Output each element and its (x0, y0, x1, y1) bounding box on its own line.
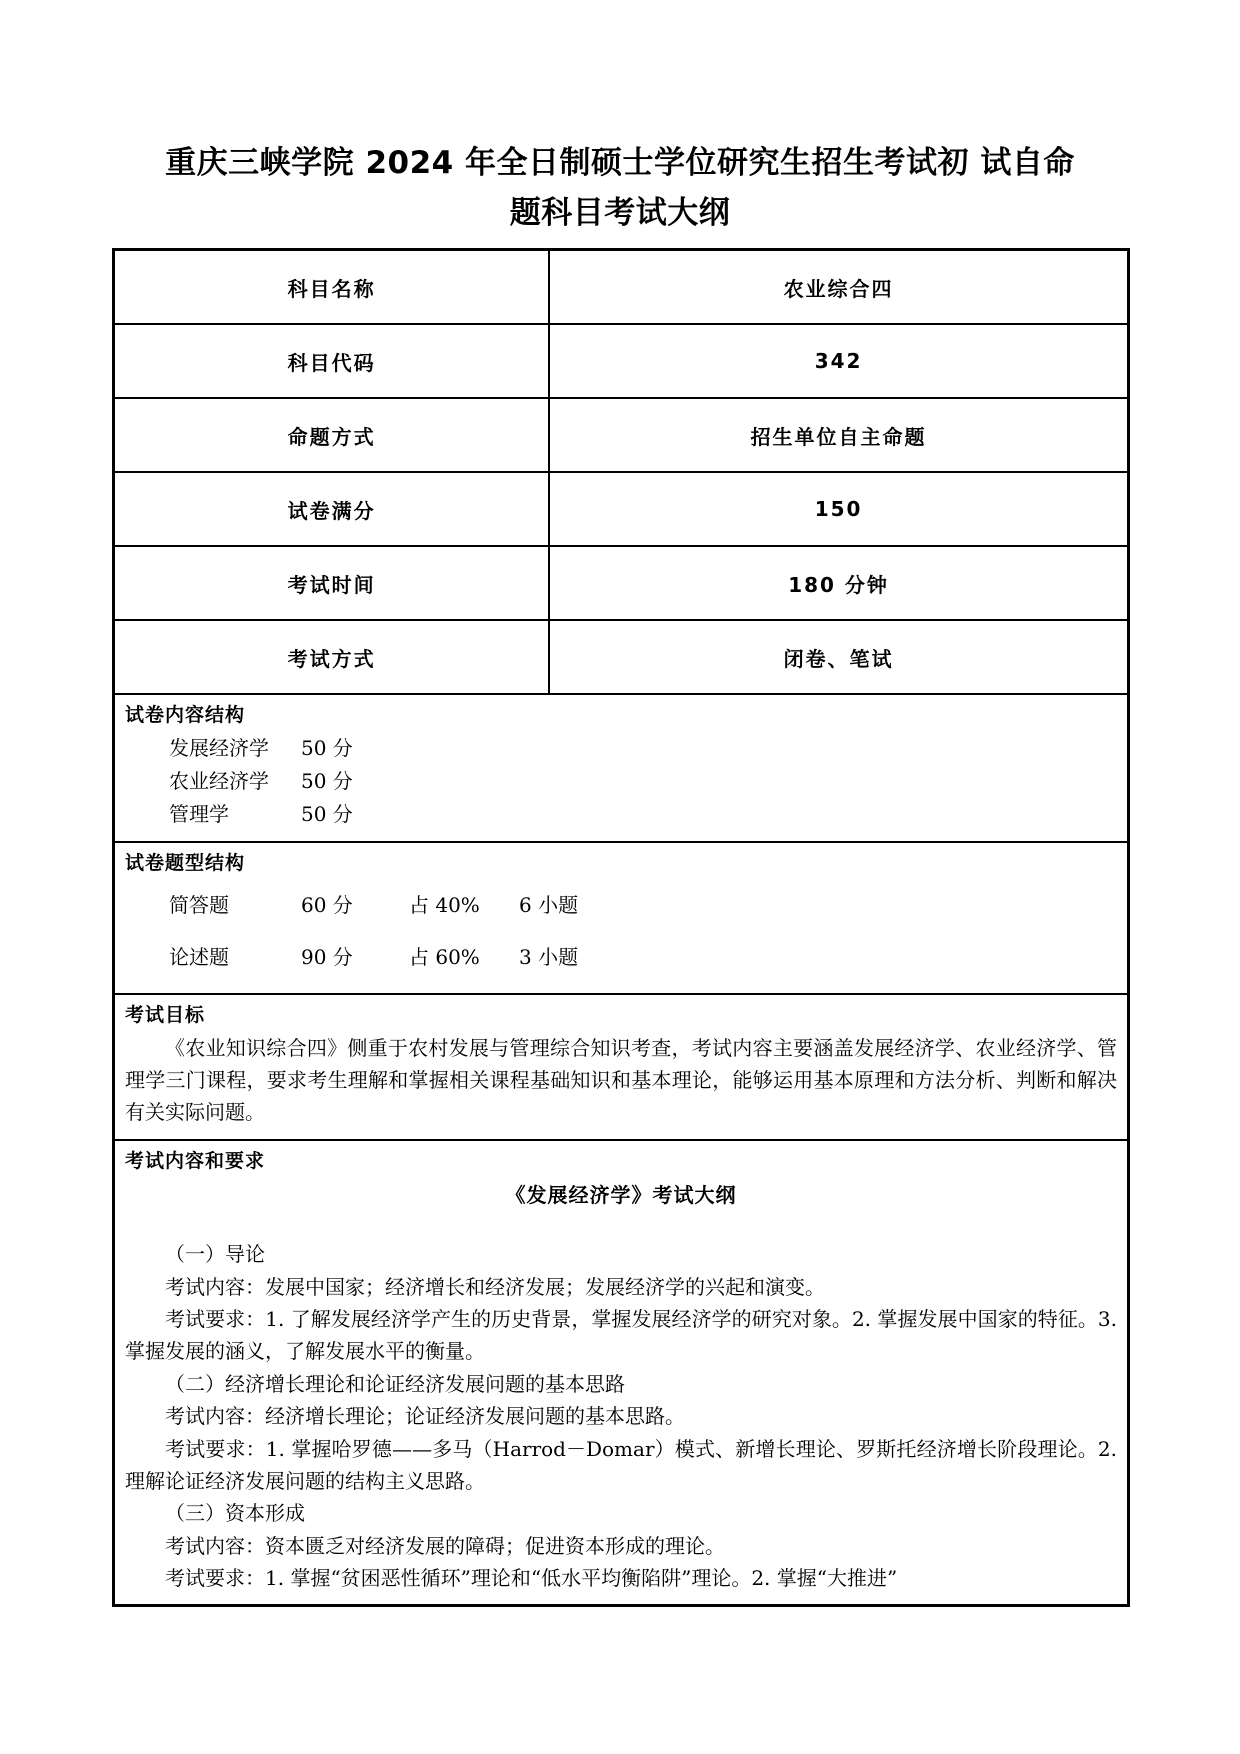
content-structure-section (115, 695, 1127, 843)
content-structure-list (125, 732, 1117, 831)
table-row (115, 621, 1127, 695)
outline-section-heading: （二）经济增长理论和论证经济发展问题的基本思路 (165, 1371, 625, 1396)
row-label: 命题方式 (115, 399, 550, 471)
question-structure-section (115, 843, 1127, 996)
outline-section-heading: （一）导论 (165, 1242, 265, 1267)
outline-text: 考试要求：1. 掌握哈罗德——多马（Harrod－Domar）模式、新增长理论、罗斯托经济增长阶段理论。2. 理解论证经济发展问题的结构主义思路。 (125, 1436, 1117, 1493)
row-value: 农业综合四 (783, 276, 894, 301)
table-row (115, 473, 1127, 547)
subject-score: 50 分 (301, 768, 353, 793)
outline-text: 考试内容：发展中国家；经济增长和经济发展；发展经济学的兴起和演变。 (165, 1274, 825, 1299)
section-heading: 考试内容和要求 (125, 1149, 266, 1172)
question-percent: 占 40% (409, 893, 480, 917)
list-item (125, 732, 1117, 765)
question-percent: 占 60% (409, 945, 480, 969)
table-row (115, 325, 1127, 399)
section-heading: 试卷内容结构 (125, 704, 246, 726)
spacer (125, 1208, 1117, 1238)
list-item (125, 879, 1117, 931)
outline-text: 考试要求：1. 掌握“贫困恶性循环”理论和“低水平均衡陷阱”理论。2. 掌握“大推进” (165, 1566, 898, 1591)
outline-text: 考试要求：1. 了解发展经济学产生的历史背景，掌握发展经济学的研究对象。2. 掌握发展中国家的特征。3. 掌握发展的涵义，了解发展水平的衡量。 (125, 1306, 1117, 1364)
outline-text: 考试内容：资本匮乏对经济发展的障碍；促进资本形成的理论。 (165, 1533, 725, 1558)
row-value: 闭卷、笔试 (783, 646, 894, 671)
table-row (115, 547, 1127, 621)
row-label: 考试方式 (115, 621, 550, 693)
subject-name: 管理学 (169, 801, 229, 826)
exam-content-section (115, 1141, 1127, 1605)
subject-score: 50 分 (301, 735, 353, 760)
row-label: 试卷满分 (115, 473, 550, 545)
subject-name: 农业经济学 (169, 768, 269, 793)
outline-text: 考试内容：经济增长理论；论证经济发展问题的基本思路。 (165, 1404, 685, 1429)
subject-syllabus-title: 《发展经济学》考试大纲 (505, 1183, 737, 1208)
row-value: 342 (814, 349, 863, 373)
exam-goal-section (115, 995, 1127, 1141)
row-value: 150 (814, 497, 863, 521)
row-label: 科目名称 (115, 251, 550, 323)
page-title-line1: 重庆三峡学院 2024 年全日制硕士学位研究生招生考试初 (165, 145, 970, 181)
row-label: 考试时间 (115, 547, 550, 619)
table-row (115, 399, 1127, 473)
question-type: 论述题 (169, 945, 229, 969)
page-title (0, 0, 1240, 238)
question-score: 90 分 (301, 945, 353, 969)
section-heading: 考试目标 (125, 1004, 206, 1026)
question-score: 60 分 (301, 893, 353, 917)
section-heading: 试卷题型结构 (125, 851, 246, 874)
subject-score: 50 分 (301, 801, 353, 826)
page-title-line2: 试自命题科目考试大纲 (509, 145, 1075, 232)
exam-outline (125, 1238, 1117, 1594)
list-item (125, 798, 1117, 831)
question-count: 6 小题 (519, 893, 579, 917)
question-count: 3 小题 (519, 945, 579, 969)
table-row (115, 251, 1127, 325)
outline-section-heading: （三）资本形成 (165, 1501, 305, 1526)
question-structure-list (125, 879, 1117, 983)
row-value: 180 分钟 (788, 572, 889, 597)
list-item (125, 765, 1117, 798)
row-label: 科目代码 (115, 325, 550, 397)
row-value: 招生单位自主命题 (750, 424, 927, 449)
question-type: 简答题 (169, 893, 229, 917)
syllabus-table (112, 248, 1130, 1607)
subject-name: 发展经济学 (169, 735, 269, 760)
list-item (125, 931, 1117, 983)
exam-goal-body: 《农业知识综合四》侧重于农村发展与管理综合知识考查，考试内容主要涵盖发展经济学、农业经济学、管理学三门课程，要求考生理解和掌握相关课程基础知识和基本理论，能够运用基本原理和方法分析、判断和解决有关实际问题。 (125, 1035, 1117, 1125)
